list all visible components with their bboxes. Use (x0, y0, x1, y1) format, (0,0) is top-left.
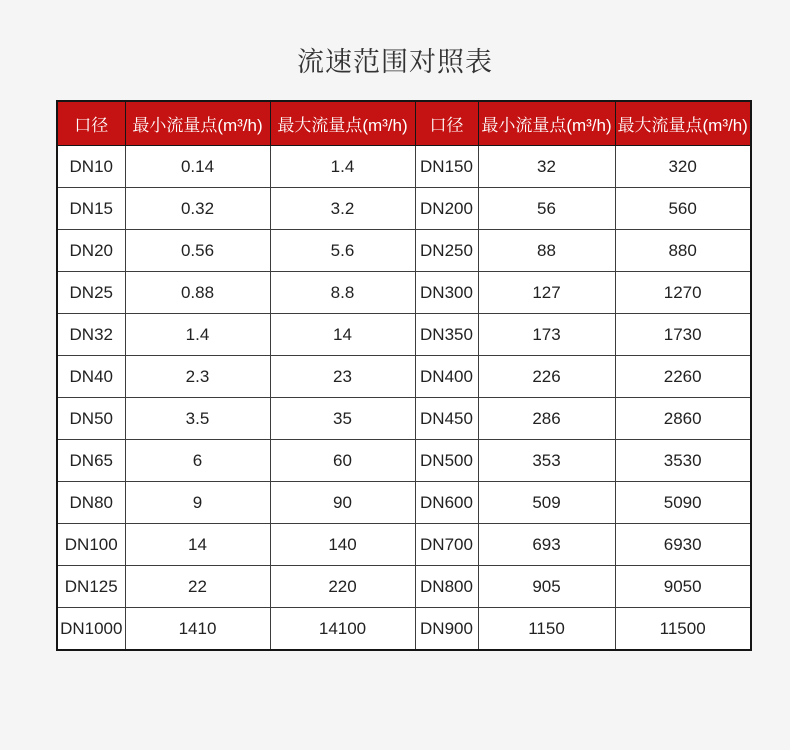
table-cell: 2.3 (125, 356, 270, 398)
table-cell: 90 (270, 482, 415, 524)
table-row (57, 188, 751, 230)
table-cell: 1270 (615, 272, 751, 314)
table-cell: 32 (478, 146, 615, 188)
table-row (57, 398, 751, 440)
table-cell: 1150 (478, 608, 615, 651)
flow-rate-table (56, 100, 752, 651)
table-cell: 3.2 (270, 188, 415, 230)
table-row (57, 146, 751, 188)
table-cell: 286 (478, 398, 615, 440)
table-cell: 22 (125, 566, 270, 608)
table-cell: DN10 (57, 146, 125, 188)
table-cell: 0.88 (125, 272, 270, 314)
table-cell: 2860 (615, 398, 751, 440)
table-header (57, 101, 751, 146)
table-cell: 56 (478, 188, 615, 230)
table-cell: 14 (125, 524, 270, 566)
table-cell: DN100 (57, 524, 125, 566)
table-cell: 1410 (125, 608, 270, 651)
column-header-min-flow-left: 最小流量点(m³/h) (125, 101, 270, 146)
table-cell: DN1000 (57, 608, 125, 651)
table-cell: 353 (478, 440, 615, 482)
table-cell: 14100 (270, 608, 415, 651)
table-body (57, 146, 751, 651)
table-cell: 1.4 (125, 314, 270, 356)
table-cell: DN200 (415, 188, 478, 230)
table-header-row (57, 101, 751, 146)
table-cell: DN600 (415, 482, 478, 524)
table-cell: DN350 (415, 314, 478, 356)
table-cell: 173 (478, 314, 615, 356)
table-cell: 1.4 (270, 146, 415, 188)
table-row (57, 608, 751, 651)
table-cell: 5090 (615, 482, 751, 524)
column-header-min-flow-right: 最小流量点(m³/h) (478, 101, 615, 146)
table-row (57, 314, 751, 356)
table-row (57, 566, 751, 608)
table-cell: DN65 (57, 440, 125, 482)
table-cell: DN125 (57, 566, 125, 608)
table-cell: 9 (125, 482, 270, 524)
table-cell: DN15 (57, 188, 125, 230)
table-row (57, 482, 751, 524)
table-cell: 60 (270, 440, 415, 482)
table-cell: 880 (615, 230, 751, 272)
table-cell: DN700 (415, 524, 478, 566)
table-cell: 8.8 (270, 272, 415, 314)
table-cell: DN150 (415, 146, 478, 188)
table-cell: DN20 (57, 230, 125, 272)
table-cell: 693 (478, 524, 615, 566)
table-cell: 14 (270, 314, 415, 356)
table-row (57, 230, 751, 272)
table-cell: 1730 (615, 314, 751, 356)
page-title: 流速范围对照表 (297, 47, 493, 77)
table-cell: DN900 (415, 608, 478, 651)
table-cell: 3530 (615, 440, 751, 482)
table-cell: 0.56 (125, 230, 270, 272)
table-cell: 35 (270, 398, 415, 440)
column-header-diameter-left: 口径 (57, 101, 125, 146)
table-cell: 9050 (615, 566, 751, 608)
table-cell: 0.14 (125, 146, 270, 188)
table-cell: 509 (478, 482, 615, 524)
table-cell: 226 (478, 356, 615, 398)
table-cell: 2260 (615, 356, 751, 398)
table-cell: 127 (478, 272, 615, 314)
table-cell: 560 (615, 188, 751, 230)
table-row (57, 272, 751, 314)
table-cell: 6 (125, 440, 270, 482)
table-cell: 11500 (615, 608, 751, 651)
table-row (57, 524, 751, 566)
table-cell: DN300 (415, 272, 478, 314)
table-cell: 0.32 (125, 188, 270, 230)
table-cell: DN450 (415, 398, 478, 440)
column-header-max-flow-left: 最大流量点(m³/h) (270, 101, 415, 146)
table-cell: 3.5 (125, 398, 270, 440)
table-cell: 905 (478, 566, 615, 608)
table-cell: 5.6 (270, 230, 415, 272)
table-cell: DN40 (57, 356, 125, 398)
table-cell: DN25 (57, 272, 125, 314)
table-cell: DN400 (415, 356, 478, 398)
table-cell: 140 (270, 524, 415, 566)
column-header-diameter-right: 口径 (415, 101, 478, 146)
column-header-max-flow-right: 最大流量点(m³/h) (615, 101, 751, 146)
table-cell: DN32 (57, 314, 125, 356)
table-cell: DN500 (415, 440, 478, 482)
table-cell: DN50 (57, 398, 125, 440)
table-cell: DN80 (57, 482, 125, 524)
table-cell: 23 (270, 356, 415, 398)
table-row (57, 356, 751, 398)
table-cell: DN800 (415, 566, 478, 608)
table-cell: 6930 (615, 524, 751, 566)
table-row (57, 440, 751, 482)
table-cell: 320 (615, 146, 751, 188)
table-cell: DN250 (415, 230, 478, 272)
table-cell: 88 (478, 230, 615, 272)
table-cell: 220 (270, 566, 415, 608)
